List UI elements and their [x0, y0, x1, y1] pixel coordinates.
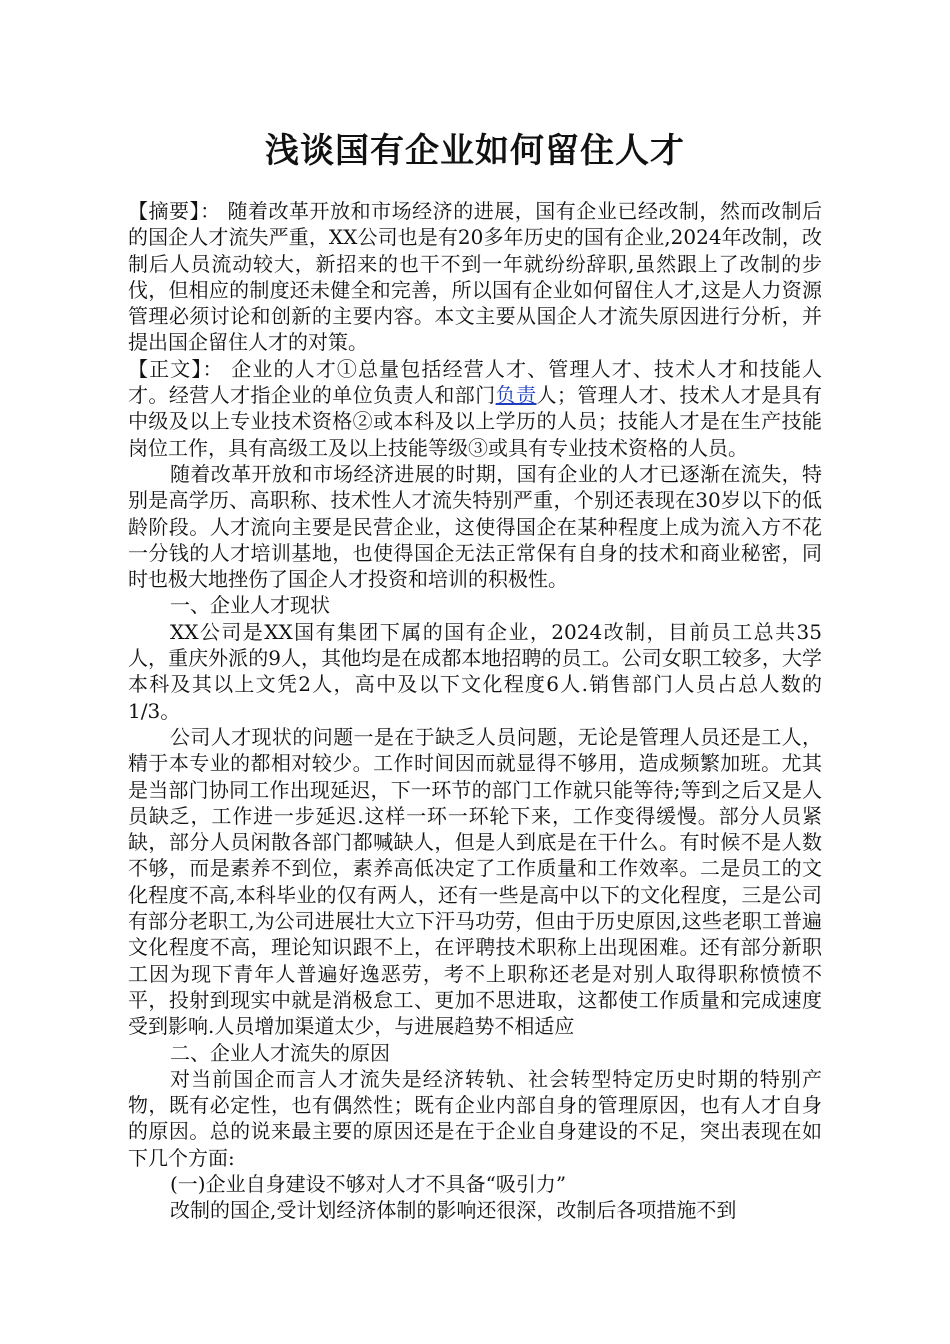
main-tag: 【正文】：	[128, 356, 224, 381]
document-title: 浅谈国有企业如何留住人才	[265, 131, 685, 171]
abstract-paragraph	[128, 198, 822, 356]
document-body	[128, 198, 822, 1224]
main-paragraph	[128, 356, 822, 461]
abstract-text: 随着改革开放和市场经济的进展，国有企业已经改制，然而改制后的国企人才流失严重，XX公司也是有20多年历史的国有企业,2024年改制，改制后人员流动较大，新招来的也干不到一年就纷纷辞职,虽然跟上了改制的步伐，但相应的制度还未健全和完善，所以国有企业如何留住人才,这是人力资源管理必须讨论和创新的主要内容。本文主要从国企人才流失原因进行分析，并提出国企留住人才的对策。	[128, 199, 823, 355]
abstract-tag: 【摘要】：	[128, 199, 221, 223]
body-paragraph: 对当前国企而言人才流失是经济转轨、社会转型特定历史时期的特别产物，既有必定性，也有偶然性；既有企业内部自身的管理原因，也有人才自身的原因。总的说来最主要的原因还是在于企业自身建设的不足，突出表现在如下几个方面:	[128, 1066, 822, 1170]
section-heading-2: 二、企业人才流失的原因	[170, 1040, 390, 1065]
subsection-heading: (一)企业自身建设不够对人才不具备“吸引力”	[170, 1171, 567, 1196]
main-text-before-link: 企业的人才①总量包括经营人才、管理人才、技术人才和技能人才。经营人才指企业的单位负责人和部门	[128, 356, 822, 408]
section-heading-1: 一、企业人才现状	[170, 593, 330, 618]
main-text-after-link: 人；管理人才、技术人才是具有中级及以上专业技术资格②或本科及以上学历的人员；技能人才是在生产技能岗位工作，具有高级工及以上技能等级③或具有专业技术资格的人员。	[128, 383, 823, 460]
body-paragraph: 改制的国企,受计划经济体制的影响还很深，改制后各项措施不到	[170, 1198, 737, 1223]
body-paragraph: 公司人才现状的问题一是在于缺乏人员问题，无论是管理人员还是工人，精于本专业的都相对较少。工作时间因而就显得不够用，造成频繁加班。尤其是当部门协同工作出现延迟，下一环节的部门工作就只能等待;等到之后又是人员缺乏，工作进一步延迟.这样一环一环轮下来，工作变得缓慢。部分人员紧缺，部分人员闲散各部门都喊缺人，但是人到底是在干什么。有时候不是人数不够，而是素养不到位，素养高低决定了工作质量和工作效率。二是员工的文化程度不高,本科毕业的仅有两人，还有一些是高中以下的文化程度，三是公司有部分老职工,为公司进展壮大立下汗马功劳，但由于历史原因,这些老职工普遍文化程度不高，理论知识跟不上，在评聘技术职称上出现困难。还有部分新职工因为现下青年人普遍好逸恶劳，考不上职称还老是对别人取得职称愤愤不平，投射到现实中就是消极怠工、更加不思进取，这都使工作质量和完成速度受到影响.人员增加渠道太少，与进展趋势不相适应	[128, 724, 822, 1039]
responsible-link[interactable]: 负责	[495, 383, 537, 408]
body-paragraph: 随着改革开放和市场经济进展的时期，国有企业的人才已逐渐在流失，特别是高学历、高职称、技术性人才流失特别严重，个别还表现在30岁以下的低龄阶段。人才流向主要是民营企业，这使得国企在某种程度上成为流入方不花一分钱的人才培训基地，也使得国企无法正常保有自身的技术和商业秘密，同时也极大地挫伤了国企人才投资和培训的积极性。	[128, 461, 822, 592]
body-paragraph: XX公司是XX国有集团下属的国有企业，2024改制，目前员工总共35人，重庆外派的9人，其他均是在成都本地招聘的员工。公司女职工较多，大学本科及其以上文凭2人，高中及以下文化程度6人.销售部门人员占总人数的1/3。	[128, 619, 822, 723]
